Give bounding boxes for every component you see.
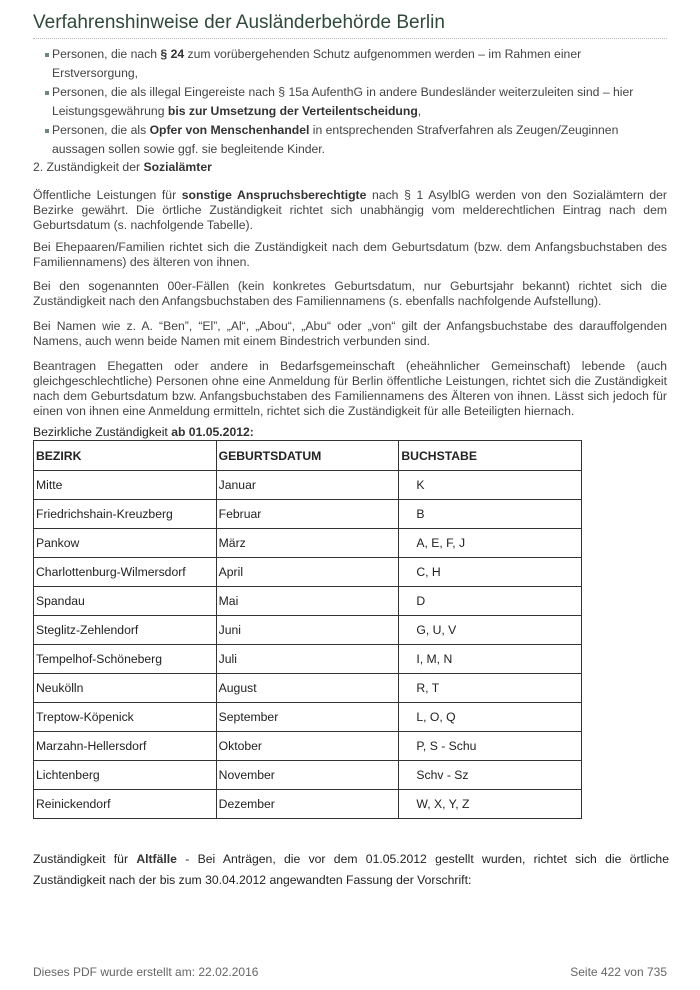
table-row xyxy=(34,471,582,500)
cell-buchstabe: L, O, Q xyxy=(399,703,582,732)
cell-geburtsdatum: Februar xyxy=(216,500,399,529)
cell-bezirk: Spandau xyxy=(34,587,217,616)
cell-buchstabe: I, M, N xyxy=(399,645,582,674)
table-row xyxy=(34,616,582,645)
cell-bezirk: Pankow xyxy=(34,529,217,558)
table-row xyxy=(34,790,582,819)
table-row xyxy=(34,703,582,732)
cell-geburtsdatum: März xyxy=(216,529,399,558)
cell-geburtsdatum: Dezember xyxy=(216,790,399,819)
table-row xyxy=(34,558,582,587)
cell-geburtsdatum: September xyxy=(216,703,399,732)
footer-created-date: Dieses PDF wurde erstellt am: 22.02.2016 xyxy=(33,965,259,979)
cell-bezirk: Mitte xyxy=(34,471,217,500)
paragraph-sonstige: Öffentliche Leistungen für sonstige Anspruchsberechtigte nach § 1 AsylblG werden von den Sozialämtern der Bezirke gewährt. Die örtliche Zuständigkeit richtet sich unabhängig vom melderechtlichen Eintrag nach dem Geburtsdatum (s. nachfolgende Tabelle). xyxy=(33,188,667,232)
paragraph-bedarfsgemeinschaft: Beantragen Ehegatten oder andere in Bedarfsgemeinschaft (eheähnlicher Gemeinschaft) lebende (auch gleichgeschlechtliche) Personen ohne eine Anmeldung für Berlin öffentliche Leistungen, richtet sich die Zuständigkeit nach dem Geburtsdatum bzw. Anfangsbuchstaben des Familiennamens des Älteren von ihnen. Lässt sich jedoch für einen von ihnen eine Anmeldung ermitteln, richtet sich die Zuständigkeit für alle Beteiligten hiernach. xyxy=(33,359,667,418)
table-row xyxy=(34,674,582,703)
cell-buchstabe: Schv - Sz xyxy=(399,761,582,790)
column-header-buchstabe: BUCHSTABE xyxy=(399,441,582,471)
table-row xyxy=(34,500,582,529)
cell-buchstabe: C, H xyxy=(399,558,582,587)
cell-buchstabe: P, S - Schu xyxy=(399,732,582,761)
table-row xyxy=(34,645,582,674)
cell-buchstabe: B xyxy=(399,500,582,529)
cell-geburtsdatum: August xyxy=(216,674,399,703)
cell-geburtsdatum: Mai xyxy=(216,587,399,616)
cell-geburtsdatum: April xyxy=(216,558,399,587)
paragraph-ehepaare: Bei Ehepaaren/Familien richtet sich die Zuständigkeit nach dem Geburtsdatum (bzw. dem Anfangsbuchstaben des Familiennamens) des älteren von ihnen. xyxy=(33,240,667,269)
cell-bezirk: Reinickendorf xyxy=(34,790,217,819)
cell-bezirk: Friedrichshain-Kreuzberg xyxy=(34,500,217,529)
cell-geburtsdatum: Januar xyxy=(216,471,399,500)
cell-geburtsdatum: Juli xyxy=(216,645,399,674)
bullet-square-icon xyxy=(45,129,49,133)
cell-buchstabe: A, E, F, J xyxy=(399,529,582,558)
cell-geburtsdatum: Juni xyxy=(216,616,399,645)
section-heading: 2. Zuständigkeit der Sozialämter xyxy=(33,160,212,174)
cell-buchstabe: D xyxy=(399,587,582,616)
table-row xyxy=(34,529,582,558)
cell-buchstabe: K xyxy=(399,471,582,500)
cell-buchstabe: R, T xyxy=(399,674,582,703)
column-header-geburtsdatum: GEBURTSDATUM xyxy=(216,441,399,471)
table-row xyxy=(34,732,582,761)
table-row xyxy=(34,761,582,790)
cell-bezirk: Lichtenberg xyxy=(34,761,217,790)
column-header-bezirk: BEZIRK xyxy=(34,441,217,471)
footer-page-number: Seite 422 von 735 xyxy=(570,965,667,979)
cell-bezirk: Marzahn-Hellersdorf xyxy=(34,732,217,761)
zustaendigkeit-table xyxy=(33,440,582,819)
paragraph-altfaelle: Zuständigkeit für Altfälle - Bei Anträgen, die vor dem 01.05.2012 gestellt wurden, richtet sich die örtliche Zuständigkeit nach der bis zum 30.04.2012 angewandten Fassung der Vorschrift: xyxy=(33,852,669,887)
bullet-square-icon xyxy=(45,53,49,57)
list-item: Personen, die als Opfer von Menschenhandel in entsprechenden Strafverfahren als Zeugen/Zeuginnen aussagen sollen sowie ggf. sie begleitende Kinder. xyxy=(45,121,665,159)
cell-geburtsdatum: Oktober xyxy=(216,732,399,761)
cell-buchstabe: G, U, V xyxy=(399,616,582,645)
bullet-list xyxy=(45,45,665,159)
cell-bezirk: Neukölln xyxy=(34,674,217,703)
cell-bezirk: Treptow-Köpenick xyxy=(34,703,217,732)
list-item: Personen, die nach § 24 zum vorübergehenden Schutz aufgenommen werden – im Rahmen einer Erstversorgung, xyxy=(45,45,665,83)
bullet-square-icon xyxy=(45,91,49,95)
title-divider xyxy=(33,38,667,39)
cell-bezirk: Charlottenburg-Wilmersdorf xyxy=(34,558,217,587)
cell-bezirk: Steglitz-Zehlendorf xyxy=(34,616,217,645)
list-item: Personen, die als illegal Eingereiste nach § 15a AufenthG in andere Bundesländer weiterzuleiten sind – hier Leistungsgewährung bis zur Umsetzung der Verteilentscheidung, xyxy=(45,83,665,121)
cell-geburtsdatum: November xyxy=(216,761,399,790)
paragraph-namen: Bei Namen wie z. A. “Ben”, “El”, „Al“, „Abou“, „Abu“ oder „von“ gilt der Anfangsbuchstabe des darauffolgenden Namens, auch wenn beide Namen mit einem Bindestrich verbunden sind. xyxy=(33,319,667,348)
table-row xyxy=(34,587,582,616)
cell-buchstabe: W, X, Y, Z xyxy=(399,790,582,819)
paragraph-00er-faelle: Bei den sogenannten 00er-Fällen (kein konkretes Geburtsdatum, nur Geburtsjahr bekannt) richtet sich die Zuständigkeit nach den Anfangsbuchstaben des Familiennamens (s. ebenfalls nachfolgende Aufstellung). xyxy=(33,279,667,308)
table-caption: Bezirkliche Zuständigkeit ab 01.05.2012: xyxy=(33,425,254,439)
cell-bezirk: Tempelhof-Schöneberg xyxy=(34,645,217,674)
table-header-row xyxy=(34,441,582,471)
page-title: Verfahrenshinweise der Ausländerbehörde Berlin xyxy=(33,12,445,33)
